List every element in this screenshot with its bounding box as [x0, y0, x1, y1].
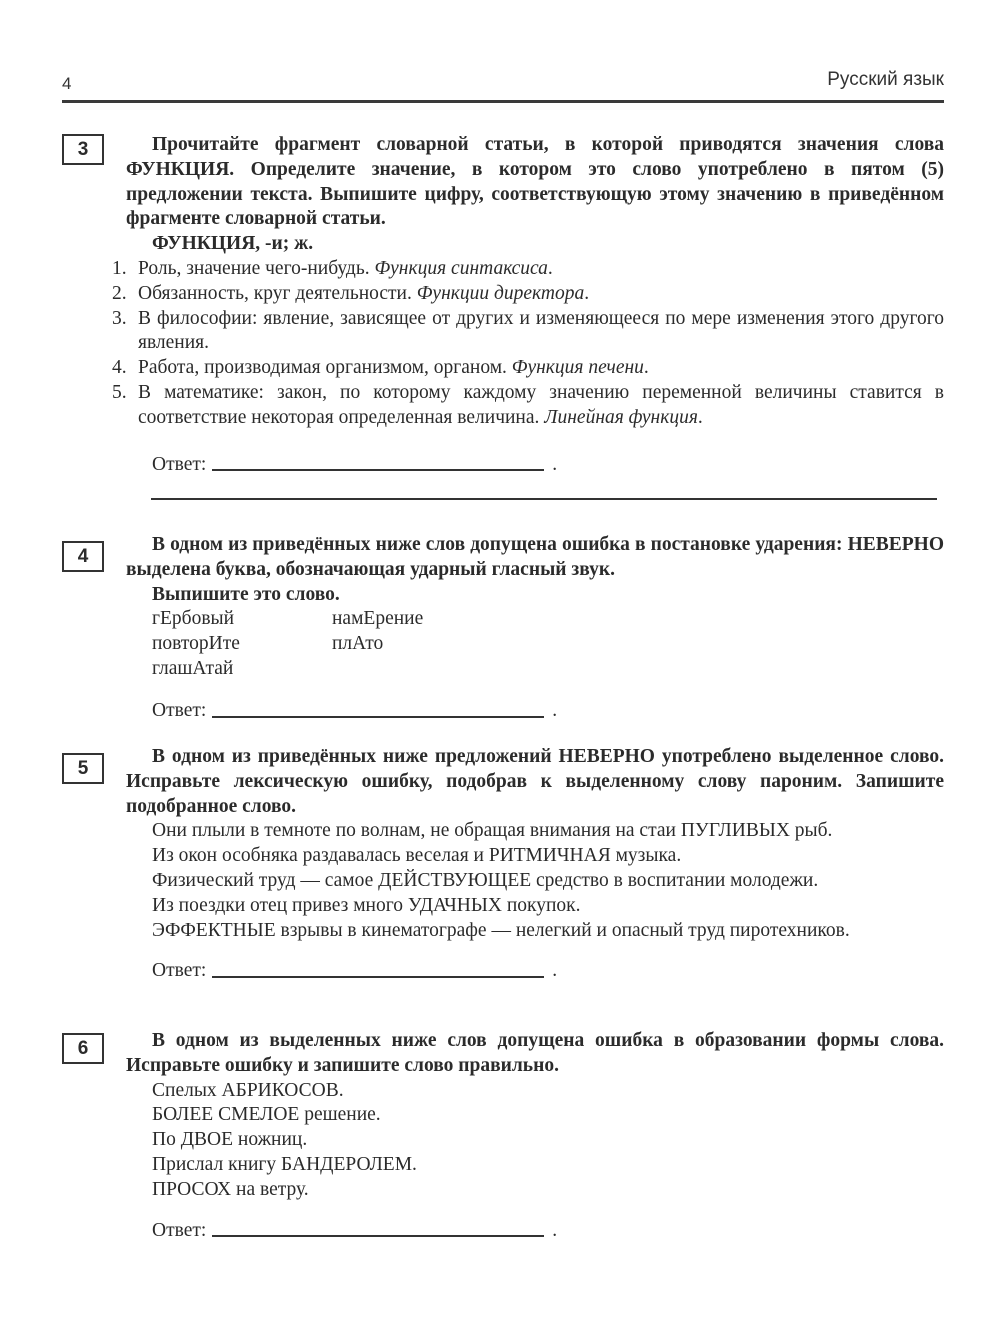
word-item: глашАтай	[152, 657, 234, 679]
definition-end: .	[584, 282, 590, 304]
definition-text: Работа, производимая организмом, органом.	[138, 357, 512, 379]
task-instruction: В одном из приведённых ниже слов допущена ошибка в постановке ударения: НЕВЕРНО выделена буква, обозначающая ударный гласный звук.	[126, 534, 944, 580]
sentence-item: Из окон особняка раздавалась веселая и РИТМИЧНАЯ музыка.	[152, 845, 682, 867]
definition-text: Роль, значение чего-нибудь.	[138, 257, 375, 279]
answer-label: Ответ:	[152, 960, 207, 982]
word-item: повторИте	[152, 633, 240, 655]
definition-item	[112, 257, 944, 282]
dictionary-headword: ФУНКЦИЯ, -и; ж.	[152, 233, 314, 255]
definition-example: Функции директора	[416, 282, 585, 304]
task-instruction: Прочитайте фрагмент словарной статьи, в которой приводятся значения слова ФУНКЦИЯ. Определите значение, в котором это слово употреблено в пятом (5) предложении текста. Выпишите цифру, соответствующую этому значению в приведённом фрагменте словарной статьи.	[126, 134, 944, 230]
definition-text: В математике: закон, по которому каждому значению переменной величины ставится в соответствие некоторая определенная величина.	[138, 381, 944, 428]
answer-label: Ответ:	[152, 699, 207, 721]
answer-field[interactable]	[212, 469, 544, 471]
task-number-box: 3	[62, 134, 104, 165]
definition-text: В философии: явление, зависящее от других и изменяющееся по мере изменения этого другого явления.	[138, 307, 944, 354]
definition-number: 3.	[112, 307, 127, 329]
definition-list	[112, 257, 944, 431]
word-list	[126, 607, 944, 681]
page-number: 4	[62, 74, 72, 93]
definition-number: 1.	[112, 257, 127, 279]
definition-item	[112, 356, 944, 381]
answer-period: .	[552, 960, 558, 982]
phrase-item: ПРОСОХ на ветру.	[152, 1178, 309, 1200]
answer-row	[126, 1219, 944, 1244]
definition-item	[112, 381, 944, 431]
word-item: гЕрбовый	[152, 608, 235, 630]
task-6	[62, 1029, 944, 1243]
answer-row	[126, 453, 944, 478]
definition-item	[112, 307, 944, 357]
definition-example: Линейная функция	[544, 406, 698, 428]
task-instruction-2: Выпишите это слово.	[152, 583, 340, 605]
definition-end: .	[547, 257, 553, 279]
definition-number: 5.	[112, 381, 127, 403]
definition-number: 2.	[112, 282, 127, 304]
definition-end: .	[697, 406, 703, 428]
definition-text: Обязанность, круг деятельности.	[138, 282, 417, 304]
task-instruction: В одном из выделенных ниже слов допущена ошибка в образовании формы слова. Исправьте ошибку и запишите слово правильно.	[126, 1030, 944, 1076]
task-instruction: В одном из приведённых ниже предложений НЕВЕРНО употреблено выделенное слово. Исправьте лексическую ошибку, подобрав к выделенному слову пароним. Запишите подобранное слово.	[126, 746, 944, 817]
answer-field[interactable]	[212, 716, 544, 718]
word-item: намЕрение	[332, 608, 424, 630]
definition-item	[112, 282, 944, 307]
answer-period: .	[552, 453, 558, 475]
answer-row	[126, 699, 944, 724]
phrase-item: По ДВОЕ ножниц.	[152, 1129, 308, 1151]
task-number-box: 4	[62, 541, 104, 572]
definition-number: 4.	[112, 357, 127, 379]
task-3	[62, 133, 944, 477]
word-item: плАто	[332, 633, 384, 655]
phrase-item: Прислал книгу БАНДЕРОЛЕМ.	[152, 1153, 417, 1175]
definition-example: Функция синтаксиса	[374, 257, 548, 279]
answer-label: Ответ:	[152, 1219, 207, 1241]
subject-title: Русский язык	[827, 69, 944, 90]
phrase-item: Спелых АБРИКОСОВ.	[152, 1079, 344, 1101]
sentence-item: Физический труд — самое ДЕЙСТВУЮЩЕЕ средство в воспитании молодежи.	[152, 869, 819, 891]
separator-rule	[151, 498, 937, 500]
sentence-item: Из поездки отец привез много УДАЧНЫХ покупок.	[152, 894, 581, 916]
sentence-item: Они плыли в темноте по волнам, не обращая внимания на стаи ПУГЛИВЫХ рыб.	[152, 820, 833, 842]
sentence-item: ЭФФЕКТНЫЕ взрывы в кинематографе — нелегкий и опасный труд пиротехников.	[152, 919, 850, 941]
answer-row	[126, 959, 944, 984]
answer-period: .	[552, 699, 558, 721]
task-4	[62, 533, 944, 724]
definition-example: Функция печени	[511, 357, 644, 379]
phrase-item: БОЛЕЕ СМЕЛОЕ решение.	[152, 1104, 381, 1126]
task-number-box: 6	[62, 1033, 104, 1064]
answer-period: .	[552, 1219, 558, 1241]
definition-end: .	[643, 357, 649, 379]
task-number-box: 5	[62, 753, 104, 784]
answer-field[interactable]	[212, 976, 544, 978]
answer-field[interactable]	[212, 1235, 544, 1237]
answer-label: Ответ:	[152, 453, 207, 475]
task-5	[62, 745, 944, 984]
header-rule	[62, 100, 944, 103]
